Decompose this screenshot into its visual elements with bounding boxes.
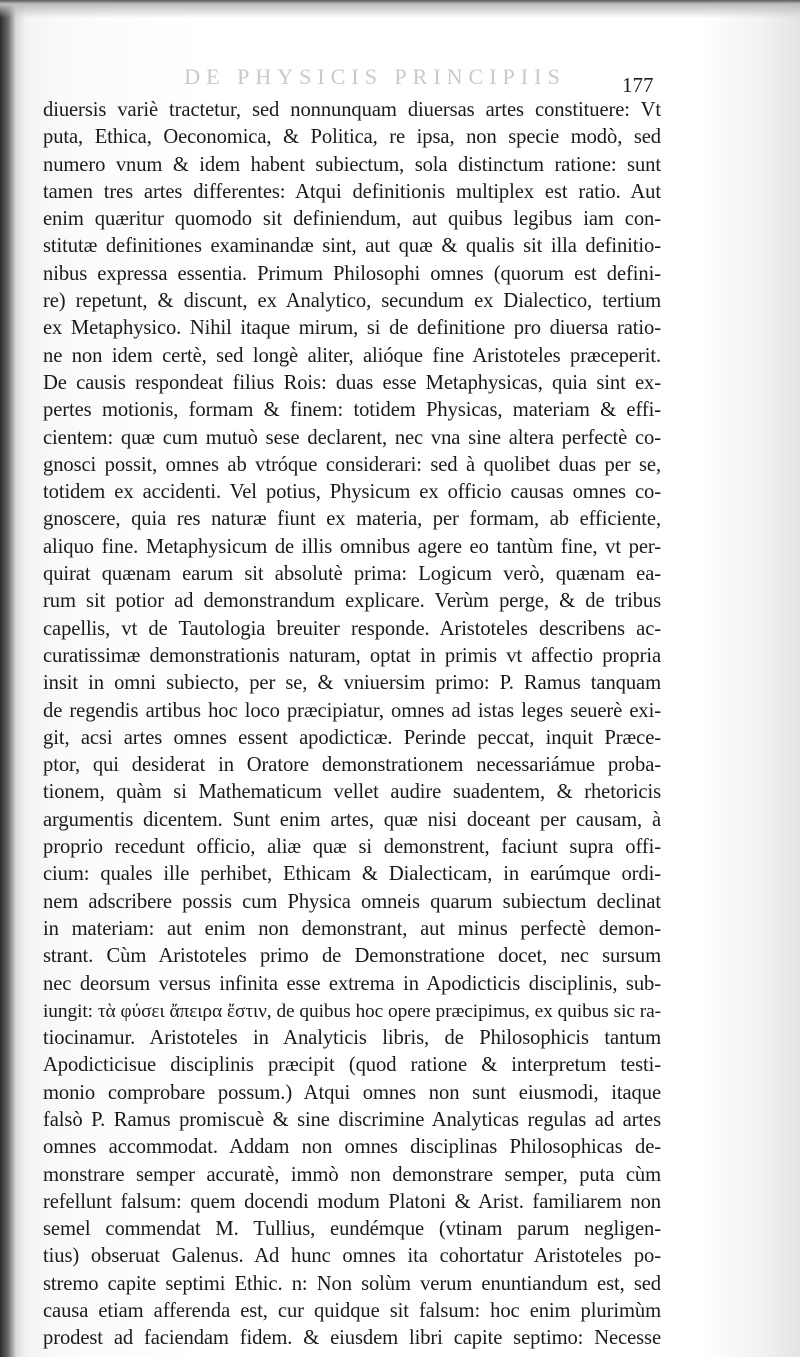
text-line: falsò P. Ramus promiscuè & sine discrimine Analyticas regulas ad artes — [43, 1108, 661, 1131]
text-line: curatissimæ demonstrationis naturam, optat in primis vt affectio propria — [43, 644, 661, 667]
text-line: argumentis dicentem. Sunt enim artes, quæ nisi doceant per causam, à — [43, 808, 661, 831]
text-line: monio comprobare possum.) Atqui omnes non sunt eiusmodi, itaque — [43, 1081, 661, 1104]
text-line: tamen tres artes differentes: Atqui definitionis multiplex est ratio. Aut — [43, 180, 661, 203]
text-line: nem adscribere possis cum Physica omneis quarum subiectum declinat — [43, 890, 661, 913]
text-line: monstrare semper accuratè, immò non demonstrare semper, puta cùm — [43, 1163, 661, 1186]
text-line: totidem ex accidenti. Vel potius, Physicum ex officio causas omnes co- — [43, 481, 661, 504]
body-text — [43, 97, 661, 1353]
text-line: rum sit potior ad demonstrandum explicare. Verùm perge, & de tribus — [43, 590, 661, 613]
text-line: omnes accommodat. Addam non omnes disciplinas Philosophicas de- — [43, 1136, 661, 1159]
text-line: nec deorsum versus infinita esse extrema in Apodicticis disciplinis, sub- — [43, 972, 661, 995]
text-line: re) repetunt, & discunt, ex Analytico, secundum ex Dialectico, tertium — [43, 290, 661, 313]
text-line: aliquo fine. Metaphysicum de illis omnibus agere eo tantùm fine, vt per- — [43, 535, 661, 558]
text-line: tionem, quàm si Mathematicum vellet audire suadentem, & rhetoricis — [43, 781, 661, 804]
text-line: proprio recedunt officio, aliæ quæ si demonstrent, faciunt supra offi- — [43, 836, 661, 859]
text-line: De causis respondeat filius Rois: duas esse Metaphysicas, quia sint ex- — [43, 371, 661, 394]
text-line: cientem: quæ cum mutuò sese declarent, nec vna sine altera perfectè co- — [43, 426, 661, 449]
text-line: diuersis variè tractetur, sed nonnunquam diuersas artes constituere: Vt — [43, 99, 661, 121]
text-line: de regendis artibus hoc loco præcipiatur, omnes ad istas leges seuerè exi- — [43, 699, 661, 722]
text-line: semel commendat M. Tullius, eundémque (vtinam parum negligen- — [43, 1218, 661, 1241]
text-line: strant. Cùm Aristoteles primo de Demonstratione docet, nec sursum — [43, 945, 661, 968]
text-line: tius) obseruat Galenus. Ad hunc omnes ita cohortatur Aristoteles po- — [43, 1245, 661, 1268]
text-line: ptor, qui desiderat in Oratore demonstrationem necessariámue proba- — [43, 754, 661, 777]
page-number: 177 — [622, 73, 654, 97]
text-line: enim quæritur quomodo sit definiendum, aut quibus legibus iam con- — [43, 208, 661, 231]
text-line: tiocinamur. Aristoteles in Analyticis libris, de Philosophicis tantum — [43, 1027, 661, 1050]
text-line: iungit: τὰ φύσει ἄπειρα ἔστιν, de quibus hoc opere præcipimus, ex quibus sic ra- — [43, 1000, 661, 1022]
text-line: causa etiam afferenda est, cur quidque sit falsum: hoc enim plurimùm — [43, 1300, 661, 1323]
text-line: Apodicticisue disciplinis præcipit (quod ratione & interpretum testi- — [43, 1054, 661, 1077]
text-line: numero vnum & idem habent subiectum, sola distinctum ratione: sunt — [43, 153, 661, 176]
text-line: in materiam: aut enim non demonstrant, aut minus perfectè demon- — [43, 917, 661, 940]
text-line: cium: quales ille perhibet, Ethicam & Dialecticam, in earúmque ordi- — [43, 863, 661, 886]
text-line: ne non idem certè, sed longè aliter, alióque fine Aristoteles præceperit. — [43, 344, 661, 367]
text-line: puta, Ethica, Oeconomica, & Politica, re ipsa, non specie modò, sed — [43, 126, 661, 149]
text-line: capellis, vt de Tautologia breuiter responde. Aristoteles describens ac- — [43, 617, 661, 640]
text-line: quirat quænam earum sit absolutè prima: Logicum verò, quænam ea- — [43, 563, 661, 586]
text-line: refellunt falsum: quem docendi modum Platoni & Arist. familiarem non — [43, 1190, 661, 1213]
running-head: DE PHYSICIS PRINCIPIIS — [184, 64, 566, 89]
text-line: pertes motionis, formam & finem: totidem Physicas, materiam & effi- — [43, 399, 661, 422]
text-line: stitutæ definitiones examinandæ sint, aut quæ & qualis sit illa definitio- — [43, 235, 661, 258]
text-line: gnosci possit, omnes ab vtróque considerari: sed à quolibet duas per se, — [43, 453, 661, 476]
text-line: nibus expressa essentia. Primum Philosophi omnes (quorum est defini- — [43, 262, 661, 285]
text-line: insit in omni subiecto, per se, & vniuersim primo: P. Ramus tanquam — [43, 672, 661, 695]
text-line: prodest ad faciendam fidem. & eiusdem libri capite septimo: Necesse — [43, 1327, 661, 1350]
page-edge-shadow — [0, 0, 800, 18]
text-line: stremo capite septimi Ethic. n: Non solùm verum enuntiandum est, sed — [43, 1272, 661, 1295]
text-line: gnoscere, quia res naturæ fiunt ex materia, per formam, ab efficiente, — [43, 508, 661, 531]
text-line: ex Metaphysico. Nihil itaque mirum, si de definitione pro diuersa ratio- — [43, 317, 661, 340]
text-line: git, acsi artes omnes essent apodicticæ. Perinde peccat, inquit Præce- — [43, 726, 661, 749]
